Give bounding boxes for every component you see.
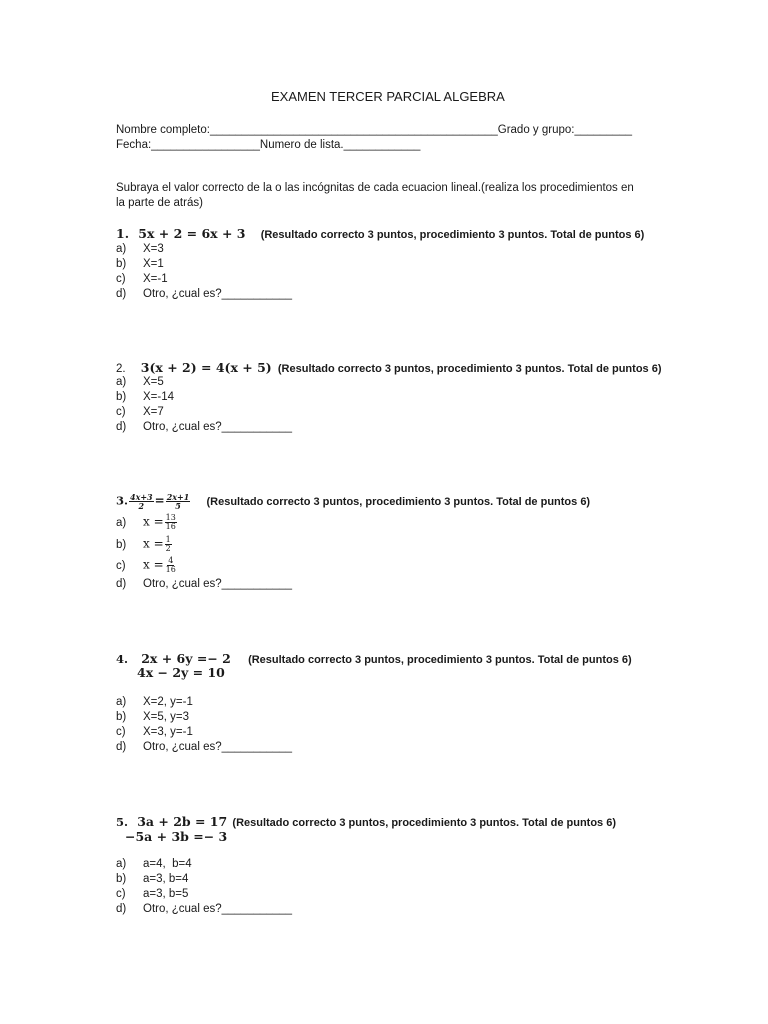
- option-text: Otro, ¿cual es?___________: [143, 903, 292, 915]
- option-text: Otro, ¿cual es?___________: [143, 741, 292, 753]
- question-5-option-a[interactable]: [116, 858, 192, 870]
- question-4-header: [116, 651, 632, 666]
- variable-x: x =: [143, 514, 164, 529]
- option-text: Otro, ¿cual es?___________: [143, 288, 292, 300]
- option-letter: b): [116, 538, 127, 551]
- option-letter: d): [116, 578, 127, 590]
- question-4-equation-1: 2x + 6y =− 2: [141, 651, 231, 666]
- instructions-line-1: Subraya el valor correcto de la o las incógnitas de cada ecuacion lineal.(realiza los procedimientos en: [116, 182, 634, 194]
- option-letter: b): [116, 711, 127, 723]
- equals-sign: =: [154, 493, 165, 508]
- fraction-denominator: 5: [175, 501, 181, 511]
- fraction-lhs: [129, 493, 154, 510]
- question-1-option-c[interactable]: [116, 273, 168, 285]
- option-text: X=5, y=3: [143, 711, 190, 723]
- option-letter: a): [116, 376, 127, 388]
- option-text: X=-1: [143, 273, 168, 285]
- question-5-header: [116, 814, 616, 829]
- question-4-note: (Resultado correcto 3 puntos, procedimiento 3 puntos. Total de puntos 6): [248, 654, 632, 666]
- option-letter: d): [116, 741, 127, 753]
- question-4-option-d[interactable]: [116, 741, 292, 753]
- question-number: 3.: [116, 493, 129, 508]
- question-2-option-b[interactable]: [116, 391, 174, 403]
- question-5-option-b[interactable]: [116, 873, 188, 885]
- name-grade-line: Nombre completo:_____________________________________________Grado y grupo:_________: [116, 124, 633, 136]
- question-3-option-d[interactable]: [116, 578, 292, 590]
- option-text: a=3, b=5: [143, 888, 189, 900]
- option-letter: a): [116, 858, 127, 870]
- option-letter: d): [116, 421, 127, 433]
- fraction-numerator: 2x+1: [166, 492, 190, 502]
- option-text: a=3, b=4: [143, 873, 189, 885]
- option-text: X=7: [143, 406, 164, 418]
- question-1-equation: 5x + 2 = 6x + 3: [138, 226, 246, 241]
- fraction-numerator: 1: [165, 535, 171, 544]
- option-text: X=3: [143, 243, 164, 255]
- fraction-denominator: 16: [165, 522, 176, 531]
- option-fraction: [165, 557, 177, 574]
- question-1-option-b[interactable]: [116, 258, 164, 270]
- option-letter: b): [116, 391, 127, 403]
- option-fraction: [165, 514, 177, 531]
- question-3-option-b[interactable]: [116, 536, 173, 553]
- instructions-line-2: la parte de atrás): [116, 197, 203, 209]
- question-5-option-c[interactable]: [116, 888, 188, 900]
- option-letter: c): [116, 559, 126, 572]
- option-text: X=-14: [143, 391, 175, 403]
- question-3-option-c[interactable]: [116, 557, 178, 574]
- question-1-header: [116, 226, 644, 241]
- question-5-equation-1: 3a + 2b = 17: [137, 814, 228, 829]
- question-4-option-a[interactable]: [116, 696, 193, 708]
- option-text: a=4, b=4: [143, 858, 192, 870]
- question-3-note: (Resultado correcto 3 puntos, procedimiento 3 puntos. Total de puntos 6): [206, 495, 591, 508]
- question-4-option-b[interactable]: [116, 711, 189, 723]
- page-title: EXAMEN TERCER PARCIAL ALGEBRA: [271, 89, 505, 104]
- question-2-equation: 3(x + 2) = 4(x + 5): [140, 360, 272, 375]
- fraction-denominator: 2: [165, 544, 171, 553]
- option-text: X=5: [143, 376, 164, 388]
- question-1-option-d[interactable]: [116, 288, 292, 300]
- question-5-note: (Resultado correcto 3 puntos, procedimiento 3 puntos. Total de puntos 6): [232, 817, 617, 829]
- fraction-rhs: [166, 493, 191, 510]
- question-2-note: (Resultado correcto 3 puntos, procedimiento 3 puntos. Total de puntos 6): [277, 363, 662, 375]
- option-letter: b): [116, 258, 127, 270]
- option-letter: a): [116, 243, 127, 255]
- fraction-numerator: 4x+3: [130, 492, 153, 502]
- question-2-option-a[interactable]: [116, 376, 164, 388]
- question-5-equation-2: −5a + 3b =− 3: [125, 829, 228, 844]
- option-letter: a): [116, 516, 127, 529]
- option-text: Otro, ¿cual es?___________: [143, 578, 292, 590]
- fraction-denominator: 16: [165, 565, 176, 574]
- date-list-line: Fecha:_________________Numero de lista.____________: [116, 139, 421, 151]
- question-4-option-c[interactable]: [116, 726, 193, 738]
- option-letter: d): [116, 903, 127, 915]
- variable-x: x =: [143, 557, 164, 572]
- option-fraction: [165, 536, 172, 553]
- option-letter: a): [116, 696, 127, 708]
- question-1-option-a[interactable]: [116, 243, 164, 255]
- question-2-option-d[interactable]: [116, 421, 292, 433]
- variable-x: x =: [143, 536, 164, 551]
- option-text: X=3, y=-1: [143, 726, 193, 738]
- question-number: 4.: [116, 652, 129, 666]
- option-letter: d): [116, 288, 127, 300]
- option-letter: c): [116, 888, 126, 900]
- question-2-option-c[interactable]: [116, 406, 164, 418]
- question-3-option-a[interactable]: [116, 514, 178, 531]
- fraction-numerator: 13: [165, 513, 176, 522]
- option-letter: c): [116, 726, 126, 738]
- fraction-numerator: 4: [168, 556, 174, 565]
- question-4-equation-2: 4x − 2y = 10: [137, 665, 225, 680]
- option-letter: b): [116, 873, 127, 885]
- question-3-header: [116, 493, 590, 510]
- fraction-denominator: 2: [138, 501, 145, 511]
- question-number: 1.: [116, 226, 130, 241]
- option-letter: c): [116, 406, 126, 418]
- question-number: 5.: [116, 815, 129, 829]
- option-text: Otro, ¿cual es?___________: [143, 421, 292, 433]
- option-text: X=2, y=-1: [143, 696, 193, 708]
- question-5-option-d[interactable]: [116, 903, 292, 915]
- option-text: X=1: [143, 258, 164, 270]
- question-2-header: [116, 360, 662, 375]
- question-1-note: (Resultado correcto 3 puntos, procedimiento 3 puntos. Total de puntos 6): [260, 229, 645, 241]
- question-number: 2.: [116, 363, 126, 375]
- option-letter: c): [116, 273, 126, 285]
